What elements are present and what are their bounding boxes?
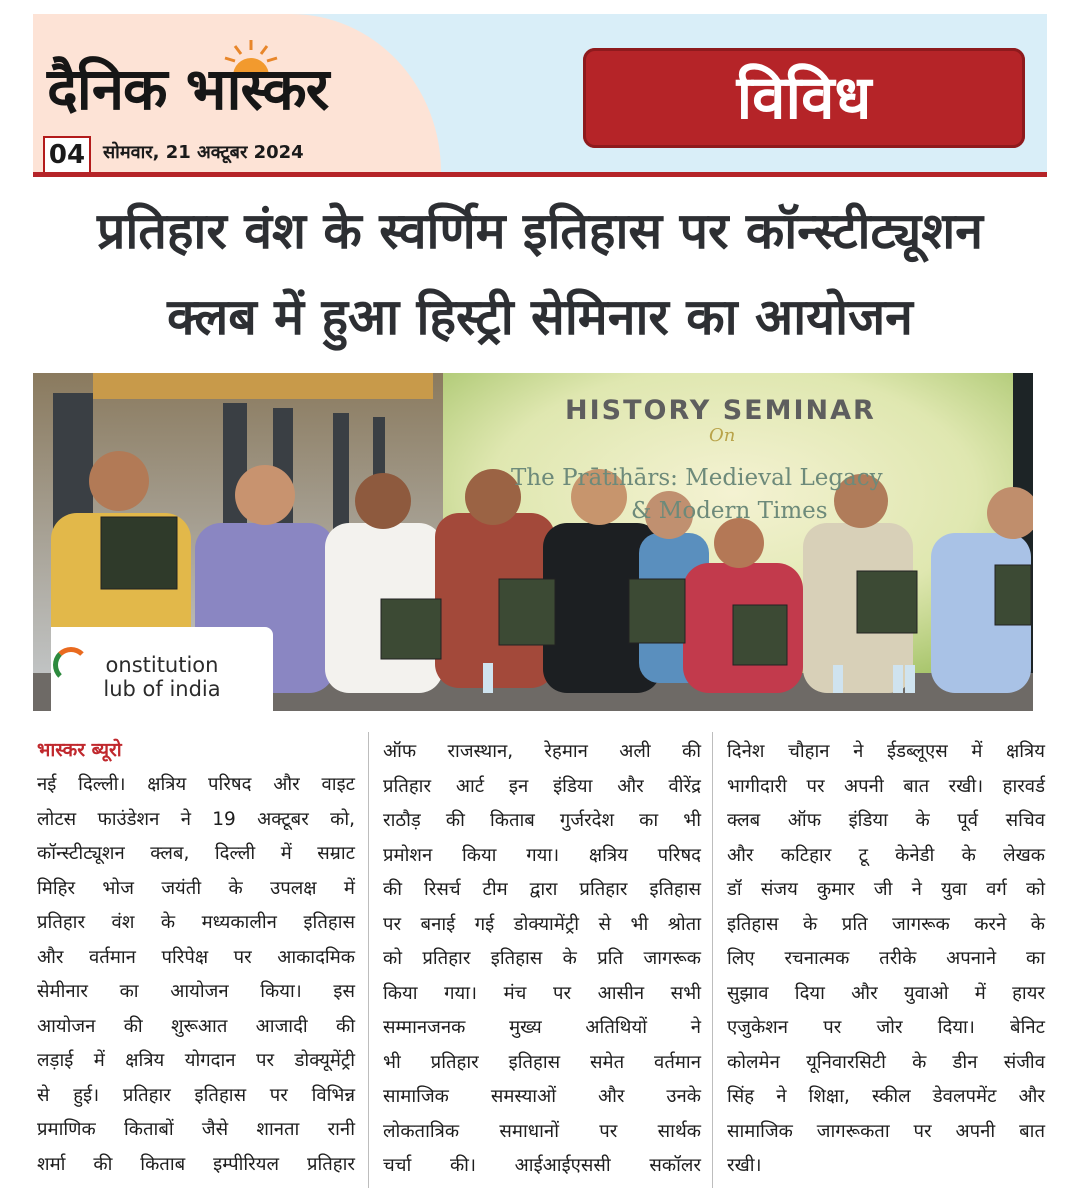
article-line: की रिसर्च टीम द्वारा प्रतिहार इतिहास xyxy=(383,879,701,900)
sign-line-2: lub of india xyxy=(103,677,221,701)
masthead-divider xyxy=(33,172,1047,177)
article-column-1 xyxy=(37,768,355,1182)
article-line: चर्चा की। आईआईएससी सकॉलर xyxy=(383,1155,701,1176)
article-line: लिए रचनात्मक तरीके अपनाने का xyxy=(727,948,1045,969)
article-line: रखी। xyxy=(727,1155,762,1176)
article-line: सिंह ने शिक्षा, स्कील डेवलपमेंट और xyxy=(727,1086,1045,1107)
article-line: राठौड़ की किताब गुर्जरदेश का भी xyxy=(383,810,701,831)
article-line: लोकतात्रिक समाधानों पर सार्थक xyxy=(383,1120,701,1142)
article-column-2 xyxy=(383,735,701,1184)
article-line: भी प्रतिहार इतिहास समेत वर्तमान xyxy=(383,1051,701,1073)
article-line: प्रतिहार आर्ट इन इंडिया और वीरेंद्र xyxy=(383,775,701,797)
article-line: लड़ाई में क्षत्रिय योगदान पर डोक्यूमेंट्री xyxy=(37,1050,355,1071)
masthead xyxy=(33,14,1047,172)
event-photo xyxy=(33,373,1033,711)
banner-subtitle-2: & Modern Times xyxy=(631,498,828,524)
article-line: शर्मा की किताब इम्पीरियल प्रतिहार xyxy=(37,1153,355,1175)
ceiling-panel xyxy=(93,373,433,399)
article-line: इतिहास के प्रति जागरूक करने के xyxy=(727,913,1045,935)
article-line: डॉ संजय कुमार जी ने युवा वर्ग को xyxy=(727,879,1045,900)
headline-line-2: क्लब में हुआ हिस्ट्री सेमिनार का आयोजन xyxy=(167,288,913,346)
article-line: कॉन्स्टीट्यूशन क्लब, दिल्ली में सम्राट xyxy=(37,843,355,864)
article-line: प्रतिहार वंश के मध्यकालीन इतिहास xyxy=(37,912,355,933)
article-line: को प्रतिहार इतिहास के प्रति जागरूक xyxy=(383,948,701,969)
article-line: नई दिल्ली। क्षत्रिय परिषद और वाइट xyxy=(37,774,355,795)
section-label: विविध xyxy=(583,48,1025,148)
article-line: से हुई। प्रतिहार इतिहास पर विभिन्न xyxy=(37,1084,355,1106)
sign-line-1: onstitution xyxy=(105,653,219,677)
article-line: प्रमोशन किया गया। क्षत्रिय परिषद xyxy=(383,844,701,866)
article-line: पर बनाई गई डोक्यामेंट्री से भी श्रोता xyxy=(383,913,701,935)
article-line: सुझाव दिया और युवाओ में हायर xyxy=(727,982,1045,1004)
article-line: किया गया। मंच पर आसीन सभी xyxy=(383,982,701,1004)
article-line: क्लब ऑफ इंडिया के पूर्व सचिव xyxy=(727,810,1045,831)
issue-date: सोमवार, 21 अक्टूबर 2024 xyxy=(103,142,304,163)
banner-on: On xyxy=(709,425,736,446)
article-line: सेमीनार का आयोजन किया। इस xyxy=(37,981,355,1002)
article-line: कोलमेन यूनिवारसिटी के डीन संजीव xyxy=(727,1051,1045,1073)
article-line: सामाजिक जागरूकता पर अपनी बात xyxy=(727,1120,1045,1142)
article-line: दिनेश चौहान ने ईडब्लूएस में क्षत्रिय xyxy=(727,741,1045,762)
article-column-3 xyxy=(727,735,1045,1184)
article-line: प्रमाणिक किताबों जैसे शानता रानी xyxy=(37,1119,355,1140)
article-line: आयोजन की शुरूआत आजादी की xyxy=(37,1015,355,1037)
banner-subtitle: The Prātihārs: Medieval Legacy xyxy=(511,465,883,491)
logo-text: दैनिक भास्कर xyxy=(47,55,329,123)
banner-title: HISTORY SEMINAR xyxy=(565,395,876,426)
article-line: सम्मानजनक मुख्य अतिथियों ने xyxy=(383,1017,701,1038)
article-headline xyxy=(20,188,1060,360)
article-line: और कटिहार टू केनेडी के लेखक xyxy=(727,844,1045,866)
byline: भास्कर ब्यूरो xyxy=(37,739,122,761)
article-line: मिहिर भोज जयंती के उपलक्ष में xyxy=(37,877,355,899)
page-number: 04 xyxy=(43,136,91,176)
masthead-left-panel xyxy=(33,14,441,172)
article-line: ऑफ राजस्थान, रेहमान अली की xyxy=(383,741,701,762)
article-line: और वर्तमान परिपेक्ष पर आकादमिक xyxy=(37,946,355,968)
headline-line-1: प्रतिहार वंश के स्वर्णिम इतिहास पर कॉन्स्टीट्यूशन xyxy=(96,202,984,260)
article-line: भागीदारी पर अपनी बात रखी। हारवर्ड xyxy=(727,775,1045,797)
column-divider xyxy=(368,732,369,1188)
column-divider xyxy=(712,732,713,1188)
article-line: एजुकेशन पर जोर दिया। बेनिट xyxy=(727,1017,1045,1038)
article-line: सामाजिक समस्याओं और उनके xyxy=(383,1086,701,1107)
article-line: लोटस फाउंडेशन ने 19 अक्टूबर को, xyxy=(37,808,355,830)
club-sign xyxy=(51,627,273,711)
